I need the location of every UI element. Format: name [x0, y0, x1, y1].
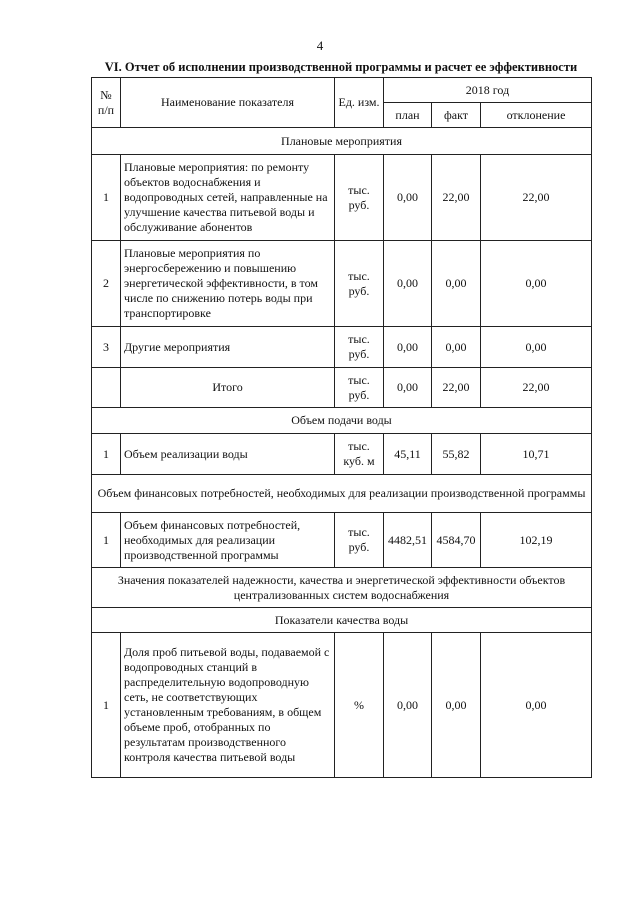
row-plan: 0,00 — [384, 368, 432, 408]
row-unit: тыс. куб. м — [335, 434, 384, 475]
total-row — [92, 368, 592, 408]
table-row — [92, 513, 592, 568]
row-name: Другие мероприятия — [121, 327, 335, 368]
row-unit: тыс. руб. — [335, 513, 384, 568]
header-name: Наименование показателя — [121, 78, 335, 128]
row-fact: 0,00 — [432, 633, 481, 778]
row-fact: 0,00 — [432, 327, 481, 368]
row-name: Плановые мероприятия: по ремонту объектов водоснабжения и водопроводных сетей, направленные на улучшение качества питьевой воды и обслуживание абонентов — [121, 155, 335, 241]
row-deviation: 0,00 — [481, 327, 592, 368]
page-title: VI. Отчет об исполнении производственной программы и расчет ее эффективности — [104, 60, 578, 74]
row-deviation: 0,00 — [481, 633, 592, 778]
row-deviation: 102,19 — [481, 513, 592, 568]
header-fact: факт — [432, 103, 481, 128]
row-unit: тыс. руб. — [335, 241, 384, 327]
report-table — [91, 77, 592, 778]
header-unit: Ед. изм. — [335, 78, 384, 128]
section-row — [92, 475, 592, 513]
row-plan: 0,00 — [384, 241, 432, 327]
table-row — [92, 155, 592, 241]
row-fact: 22,00 — [432, 155, 481, 241]
row-unit: тыс. руб. — [335, 155, 384, 241]
table-row — [92, 434, 592, 475]
section-row — [92, 568, 592, 608]
row-num: 1 — [92, 633, 121, 778]
section-financial: Объем финансовых потребностей, необходимых для реализации производственной программы — [92, 475, 592, 513]
table-row — [92, 241, 592, 327]
section-quality: Показатели качества воды — [92, 608, 592, 633]
row-plan: 4482,51 — [384, 513, 432, 568]
row-plan: 45,11 — [384, 434, 432, 475]
header-year: 2018 год — [384, 78, 592, 103]
table-header-row — [92, 78, 592, 103]
row-name: Объем финансовых потребностей, необходимых для реализации производственной программы — [121, 513, 335, 568]
row-fact: 22,00 — [432, 368, 481, 408]
row-fact: 0,00 — [432, 241, 481, 327]
row-num: 1 — [92, 513, 121, 568]
section-row — [92, 128, 592, 155]
total-label: Итого — [121, 368, 335, 408]
row-deviation: 22,00 — [481, 155, 592, 241]
row-deviation: 10,71 — [481, 434, 592, 475]
table-row — [92, 327, 592, 368]
header-num: № п/п — [92, 78, 121, 128]
row-plan: 0,00 — [384, 633, 432, 778]
section-row — [92, 608, 592, 633]
row-fact: 55,82 — [432, 434, 481, 475]
page-number: 4 — [316, 38, 324, 53]
row-unit: тыс. руб. — [335, 327, 384, 368]
row-num — [92, 368, 121, 408]
row-num: 1 — [92, 434, 121, 475]
table-row — [92, 633, 592, 778]
row-plan: 0,00 — [384, 327, 432, 368]
row-num: 2 — [92, 241, 121, 327]
section-indicators: Значения показателей надежности, качества и энергетической эффективности объектов централизованных систем водоснабжения — [92, 568, 592, 608]
header-deviation: отклонение — [481, 103, 592, 128]
row-deviation: 22,00 — [481, 368, 592, 408]
row-fact: 4584,70 — [432, 513, 481, 568]
row-num: 1 — [92, 155, 121, 241]
row-plan: 0,00 — [384, 155, 432, 241]
section-water-supply: Объем подачи воды — [92, 408, 592, 434]
row-deviation: 0,00 — [481, 241, 592, 327]
row-unit: тыс. руб. — [335, 368, 384, 408]
row-name: Плановые мероприятия по энергосбережению и повышению энергетической эффективности, в том числе по снижению потерь воды при транспортировке — [121, 241, 335, 327]
row-num: 3 — [92, 327, 121, 368]
section-row — [92, 408, 592, 434]
row-unit: % — [335, 633, 384, 778]
row-name: Объем реализации воды — [121, 434, 335, 475]
header-plan: план — [384, 103, 432, 128]
row-name: Доля проб питьевой воды, подаваемой с водопроводных станций в распределительную водопроводную сеть, не соответствующих установленным требованиям, в общем объеме проб, отобранных по результатам производственного контроля качества питьевой воды — [121, 633, 335, 778]
section-planned: Плановые мероприятия — [92, 128, 592, 155]
